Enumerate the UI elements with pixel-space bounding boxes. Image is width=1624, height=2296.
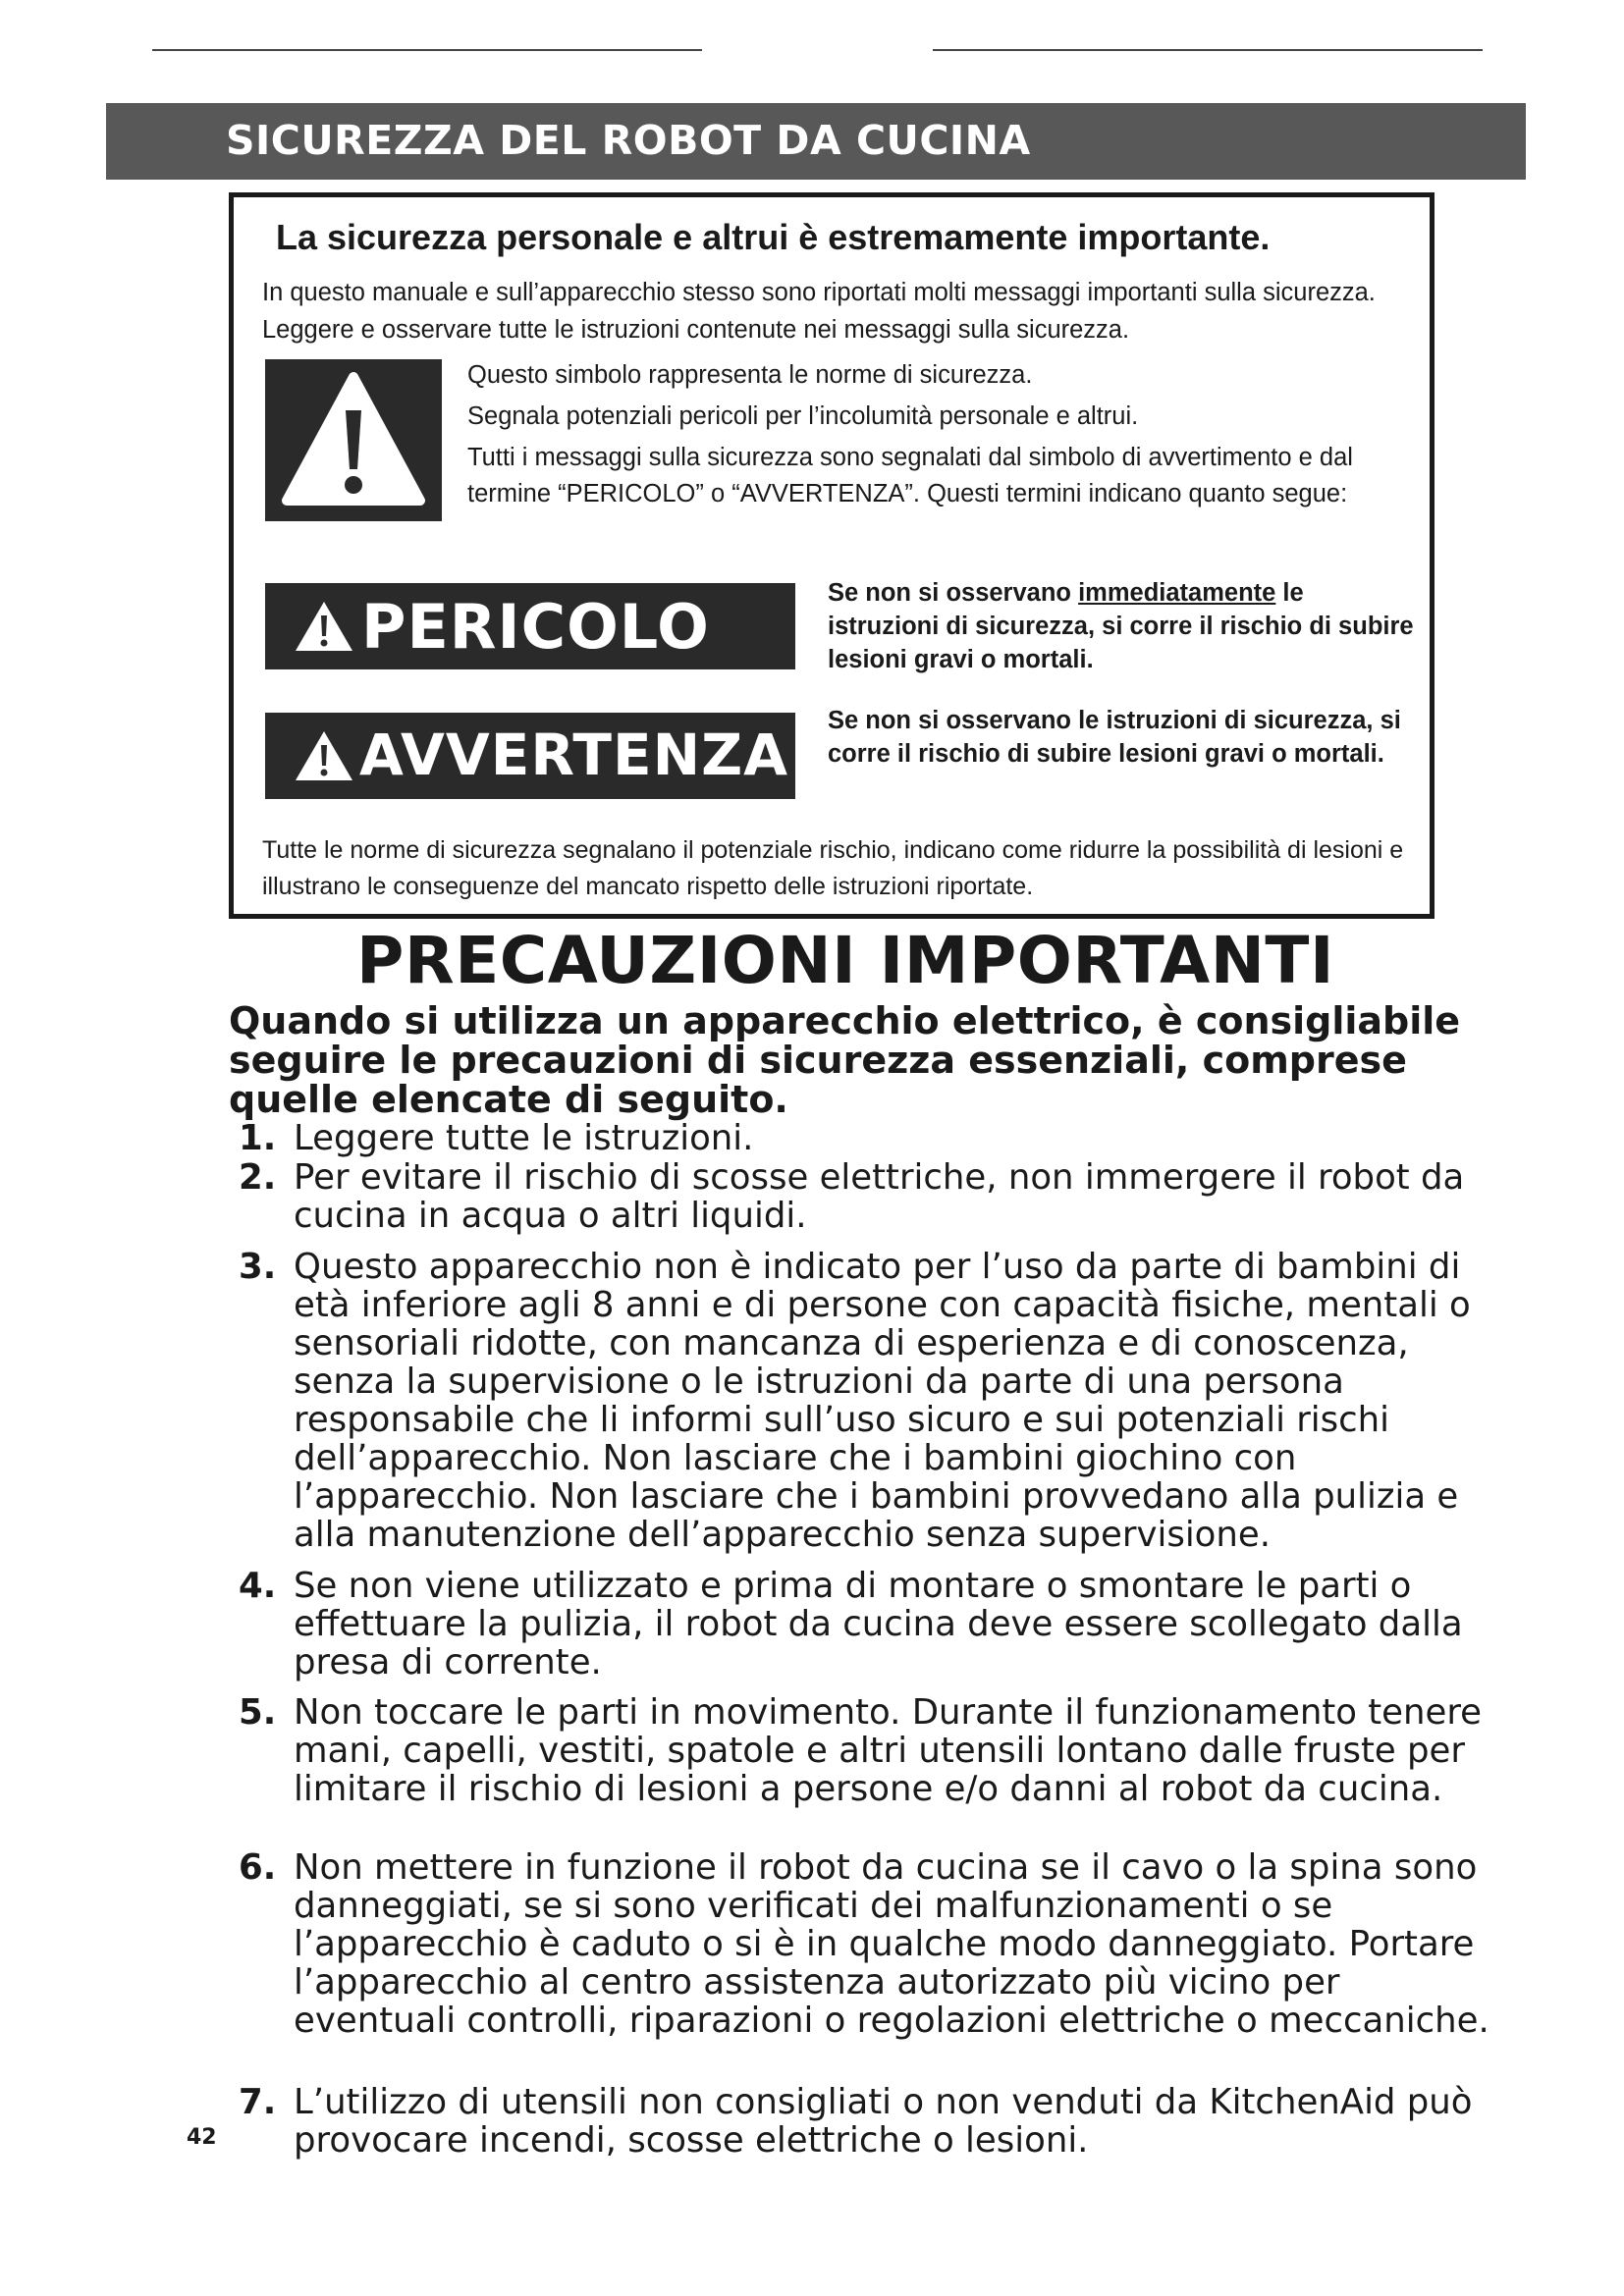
list-item <box>239 1848 1495 2040</box>
warning-label-banner <box>265 713 795 799</box>
item-text: Leggere tutte le istruzioni. <box>294 1118 754 1158</box>
section-header <box>106 103 1526 180</box>
item-text: Non toccare le parti in movimento. Durante il funzionamento tenere mani, capelli, vestiti, spatole e altri utensili lontano dalle fruste per limitare il rischio di lesioni a persone e/o danni al robot da cucina. <box>294 1692 1482 1809</box>
warning-description: Se non si osservano le istruzioni di sicurezza, si corre il rischio di subire lesioni gravi o mortali. <box>828 707 1401 768</box>
safety-footer: Tutte le norme di sicurezza segnalano il potenziale rischio, indicano come ridurre la possibilità di lesioni e illustrano le conseguenze del mancato rispetto delle istruzioni riportate. <box>262 836 1404 900</box>
list-item <box>239 2083 1495 2160</box>
danger-label-banner <box>265 583 795 669</box>
item-number: 3. <box>239 1247 277 1287</box>
item-number: 1. <box>239 1118 277 1158</box>
danger-desc-text: le istruzioni di sicurezza, si corre il rischio di subire lesioni gravi o mortali. <box>828 579 1414 673</box>
page-number: 42 <box>187 2125 217 2150</box>
list-item <box>239 1248 1495 1554</box>
danger-label: PERICOLO <box>361 591 710 663</box>
list-item <box>239 1693 1495 1808</box>
top-rule-left <box>152 49 702 51</box>
item-text: L’utilizzo di utensili non consigliati o non venduti da KitchenAid può provocare incendi, scosse elettriche o lesioni. <box>294 2082 1473 2161</box>
item-number: 2. <box>239 1157 277 1198</box>
item-number: 4. <box>239 1566 277 1606</box>
item-number: 6. <box>239 1847 277 1888</box>
warning-triangle-icon <box>265 359 442 521</box>
symbol-line: Questo simbolo rappresenta le norme di sicurezza. <box>467 361 1033 389</box>
precautions-title: PRECAUZIONI IMPORTANTI <box>356 923 1335 998</box>
precautions-intro: Quando si utilizza un apparecchio elettrico, è consigliabile seguire le precauzioni di sicurezza essenziali, comprese quelle elencate di seguito. <box>229 999 1461 1121</box>
item-number: 5. <box>239 1692 277 1733</box>
danger-desc-emphasis: immediatamente <box>1078 579 1276 607</box>
list-item <box>239 1158 1495 1235</box>
warning-alert-icon <box>293 728 355 783</box>
danger-description <box>828 576 1417 676</box>
item-number: 7. <box>239 2082 277 2122</box>
symbol-explanation <box>467 357 1410 517</box>
symbol-line: Segnala potenziali pericoli per l’incolumità personale e altrui. <box>467 402 1139 430</box>
list-item <box>239 1567 1495 1682</box>
safety-notice-box <box>229 192 1435 919</box>
symbol-line: Tutti i messaggi sulla sicurezza sono segnalati dal simbolo di avvertimento e dal termine “PERICOLO” o “AVVERTENZA”. Questi termini indicano quanto segue: <box>467 444 1353 507</box>
item-text: Questo apparecchio non è indicato per l’uso da parte di bambini di età inferiore agli 8 anni e di persone con capacità fisiche, mentali o sensoriali ridotte, con mancanza di esperienza e di conoscenza, senza la supervisione o le istruzioni da parte di una persona responsabile che li informi sull’uso sicuro e sui potenziali rischi dell’apparecchio. Non lasciare che i bambini giochino con l’apparecchio. Non lasciare che i bambini provvedano alla pulizia e alla manutenzione dell’apparecchio senza supervisione. <box>294 1247 1471 1555</box>
item-text: Per evitare il rischio di scosse elettriche, non immergere il robot da cucina in acqua o altri liquidi. <box>294 1157 1465 1236</box>
section-title: SICUREZZA DEL ROBOT DA CUCINA <box>226 117 1031 164</box>
danger-alert-icon <box>293 599 355 654</box>
danger-desc-text: Se non si osservano <box>828 579 1079 607</box>
top-rule-right <box>933 49 1483 51</box>
safety-intro: In questo manuale e sull’apparecchio stesso sono riportati molti messaggi importanti sulla sicurezza. Leggere e osservare tutte le istruzioni contenute nei messaggi sulla sicurezza. <box>262 279 1376 344</box>
item-text: Non mettere in funzione il robot da cucina se il cavo o la spina sono danneggiati, se si sono verificati dei malfunzionamenti o se l’apparecchio è caduto o si è in qualche modo danneggiato. Portare l’apparecchio al centro assistenza autorizzato più vicino per eventuali controlli, riparazioni o regolazioni elettriche o meccaniche. <box>294 1847 1489 2041</box>
warning-label: AVVERTENZA <box>359 721 789 788</box>
safety-heading: La sicurezza personale e altrui è estremamente importante. <box>276 217 1271 257</box>
list-item <box>239 1119 1495 1157</box>
item-text: Se non viene utilizzato e prima di montare o smontare le parti o effettuare la pulizia, il robot da cucina deve essere scollegato dalla presa di corrente. <box>294 1566 1463 1682</box>
